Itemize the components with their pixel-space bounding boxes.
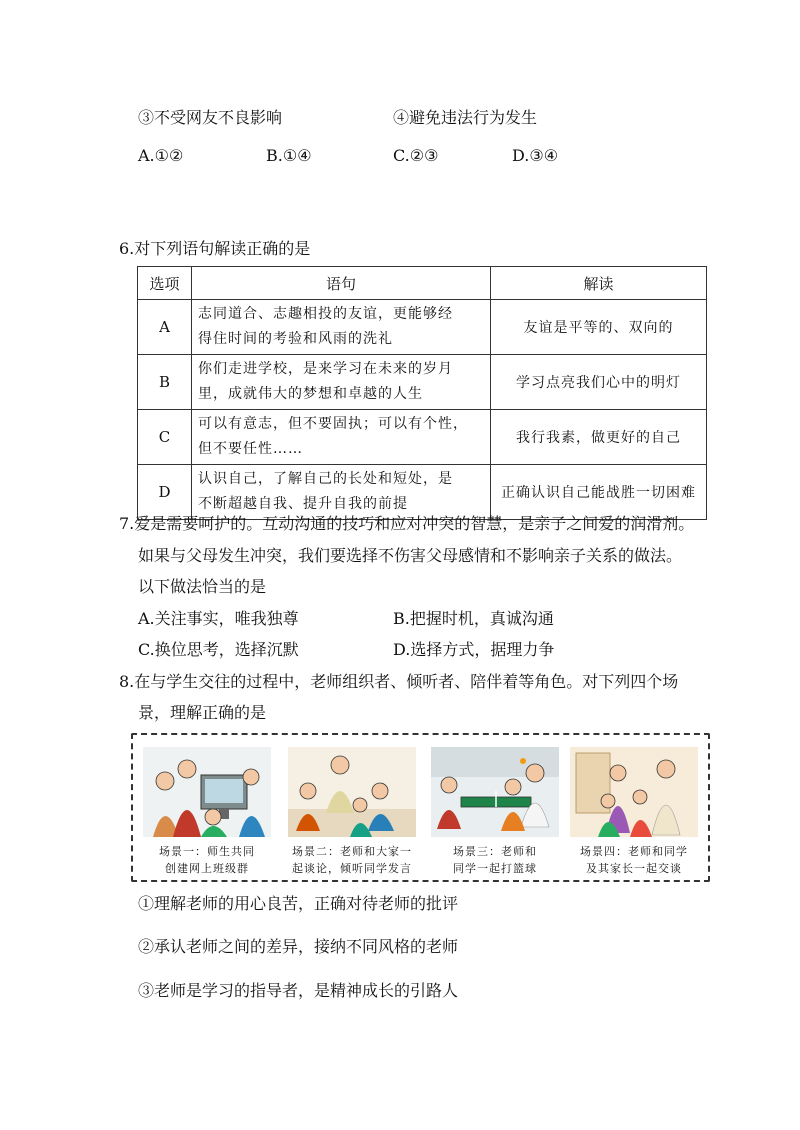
sentence-line: 不断超越自我、提升自我的前提 [198, 496, 408, 512]
caption-line: 起谈论，倾听同学发言 [292, 862, 412, 875]
row-option: B [138, 355, 192, 410]
scene-2 [288, 747, 416, 877]
sentence-line: 里，成就伟大的梦想和卓越的人生 [198, 386, 423, 402]
sentence-line: 但不要任性…… [198, 441, 303, 457]
q6-header-row [138, 267, 707, 300]
row-explanation: 学习点亮我们心中的明灯 [491, 355, 707, 410]
caption-line: 同学一起打篮球 [453, 862, 537, 875]
sentence-line: 可以有意志，但不要固执；可以有个性， [198, 416, 468, 432]
q5-option-4: ④避免违法行为发生 [393, 108, 538, 127]
table-row [138, 300, 707, 355]
q7-stem-line-1: 7.爱是需要呵护的。互动沟通的技巧和应对冲突的智慧，是亲子之间爱的润滑剂。 [119, 514, 695, 533]
q7-stem-line-2: 如果与父母发生冲突，我们要选择不伤害父母感情和不影响亲子关系的做法。 [138, 546, 683, 565]
q8-item-1: ①理解老师的用心良苦，正确对待老师的批评 [138, 894, 459, 913]
q8-stem-line-1: 8.在与学生交往的过程中，老师组织者、倾听者、陪伴着等角色。对下列四个场 [119, 672, 679, 691]
q7-stem-line-3: 以下做法恰当的是 [138, 577, 267, 596]
row-sentence [192, 465, 491, 520]
scene-1-caption [143, 843, 271, 877]
header-option: 选项 [138, 267, 192, 300]
q5-choice-c: C.②③ [393, 146, 439, 165]
row-explanation: 我行我素，做更好的自己 [491, 410, 707, 465]
row-sentence [192, 300, 491, 355]
scene-2-caption [288, 843, 416, 877]
q5-choice-b: B.①④ [266, 146, 312, 165]
q8-stem-line-2: 景，理解正确的是 [138, 703, 267, 722]
q7-choice-d: D.选择方式，据理力争 [393, 640, 555, 659]
sentence-line: 认识自己，了解自己的长处和短处，是 [198, 471, 453, 487]
row-option: A [138, 300, 192, 355]
q7-choice-b: B.把握时机，真诚沟通 [393, 609, 554, 628]
q8-item-3: ③老师是学习的指导者，是精神成长的引路人 [138, 981, 459, 1000]
scene-1-illustration [143, 747, 271, 837]
scene-3 [431, 747, 559, 877]
q7-choice-a: A.关注事实，唯我独尊 [138, 609, 299, 628]
scene-3-caption [431, 843, 559, 877]
sentence-line: 你们走进学校，是来学习在未来的岁月 [198, 361, 453, 377]
scene-1 [143, 747, 271, 877]
caption-line: 及其家长一起交谈 [586, 862, 682, 875]
scene-panel [131, 733, 710, 882]
row-option: C [138, 410, 192, 465]
sentence-line: 得住时间的考验和风雨的洗礼 [198, 331, 393, 347]
scene-2-illustration [288, 747, 416, 837]
q6-table [137, 266, 707, 520]
caption-line: 场景二：老师和大家一 [292, 845, 412, 858]
scene-3-illustration [431, 747, 559, 837]
table-row [138, 410, 707, 465]
q5-choice-d: D.③④ [512, 146, 559, 165]
q8-item-2: ②承认老师之间的差异，接纳不同风格的老师 [138, 937, 459, 956]
caption-line: 创建网上班级群 [165, 862, 249, 875]
q6-stem: 6.对下列语句解读正确的是 [119, 239, 311, 258]
row-explanation: 友谊是平等的、双向的 [491, 300, 707, 355]
caption-line: 场景三：老师和 [453, 845, 537, 858]
caption-line: 场景四：老师和同学 [580, 845, 688, 858]
row-sentence [192, 410, 491, 465]
sentence-line: 志同道合、志趣相投的友谊，更能够经 [198, 306, 453, 322]
scene-4-caption [570, 843, 698, 877]
row-option: D [138, 465, 192, 520]
q5-choice-a: A.①② [138, 146, 184, 165]
scene-4 [570, 747, 698, 877]
header-explanation: 解读 [491, 267, 707, 300]
header-sentence: 语句 [192, 267, 491, 300]
table-row [138, 355, 707, 410]
q7-choice-c: C.换位思考，选择沉默 [138, 640, 299, 659]
scene-4-illustration [570, 747, 698, 837]
row-sentence [192, 355, 491, 410]
caption-line: 场景一：师生共同 [159, 845, 255, 858]
q5-option-3: ③不受网友不良影响 [138, 108, 283, 127]
table-row [138, 465, 707, 520]
row-explanation: 正确认识自己能战胜一切困难 [491, 465, 707, 520]
